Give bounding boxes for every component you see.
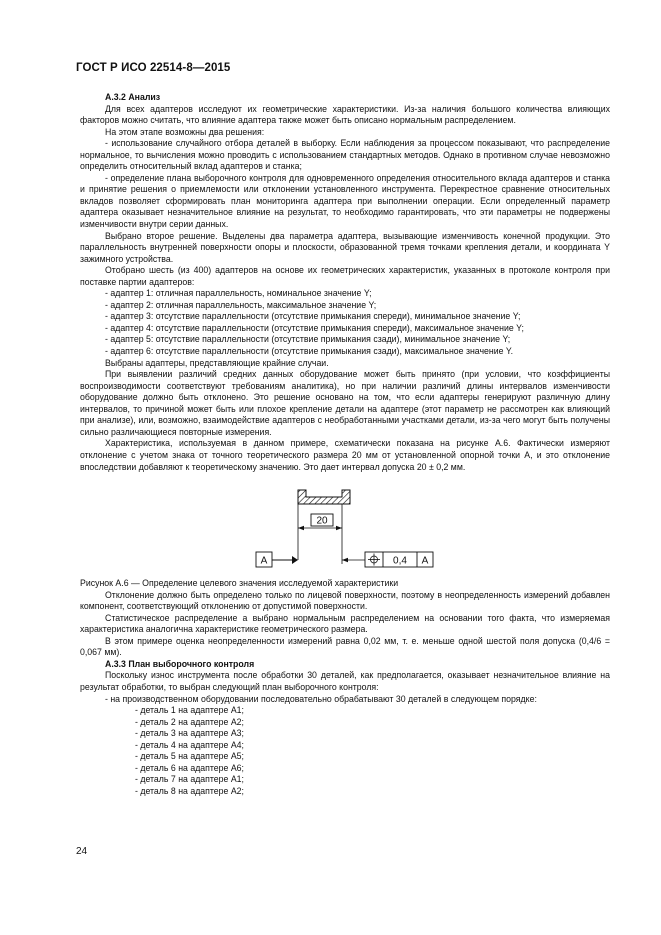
figure-a6 — [80, 478, 610, 578]
frame-datum-label: A — [421, 555, 429, 567]
list-item: - адаптер 6: отсутствие параллельности (отсутствие примыкания сзади), максимальное значение Y. — [105, 346, 514, 357]
paragraph: Выбраны адаптеры, представляющие крайние случаи. — [105, 357, 329, 368]
list-item: - адаптер 5: отсутствие параллельности (отсутствие примыкания сзади), минимальное значение Y; — [105, 334, 511, 345]
part-profile — [298, 490, 350, 504]
paragraph: Выбрано второе решение. Выделены два параметра адаптера, вызывающие изменчивость конечной продукции. Это параллельность внутренней поверхности опоры и плоскости, образованной тремя точками крепления детали, и координата Y зажимного устройства. — [80, 230, 610, 264]
tolerance-drawing — [80, 478, 610, 578]
paragraph: На этом этапе возможны два решения: — [105, 126, 265, 137]
section-heading-a32: А.3.2 Анализ — [105, 92, 161, 102]
list-item: - деталь 5 на адаптере А5; — [135, 751, 244, 762]
paragraph: Для всех адаптеров исследуют их геометрические характеристики. Из-за наличия большого количества влияющих факторов можно считать, что влияние адаптера также может быть описано нормальным распределением. — [80, 103, 610, 126]
page-content — [80, 92, 610, 797]
paragraph: Отобрано шесть (из 400) адаптеров на основе их геометрических характеристик, указанных в протоколе контроля при поставке партии адаптеров: — [80, 265, 610, 287]
paragraph: - использование случайного отбора деталей в выборку. Если наблюдения за процессом показывают, что распределение нормальное, то вычисления можно проводить с использованием стандартных методов. Однако в противном случае невозможно определить относительный вклад адаптеров и станка; — [80, 138, 610, 172]
page-number: 24 — [76, 846, 88, 857]
list-item: - деталь 7 на адаптере А1; — [135, 774, 244, 785]
list-item: - деталь 4 на адаптере А4; — [135, 739, 244, 750]
basic-dimension-value: 20 — [316, 515, 328, 527]
paragraph: При выявлении различий средних данных оборудование может быть принято (при условии, что коэффициенты воспроизводимости соответствуют требованиям аналитика), но при наличии различий длины интервалов изменчивости оборудование должно быть отклонено. Это решение основано на том, что если адаптеры генерируют различную длину интервалов, то причиной может быть или плохое крепление детали на адаптере (этот параметр не рассмотрен как влияющий при анализе), или, возможно, взаимодействие адаптеров с необработанными участками детали, из-за чего могут быть получены сильно различающиеся повторные измерения. — [80, 369, 610, 437]
paragraph: Статистическое распределение а выбрано нормальным распределением на основании того факта, что измеряемая характеристика аналогична характеристике геометрического размера. — [80, 612, 610, 635]
paragraph: Характеристика, используемая в данном примере, схематически показана на рисунке А.6. Фактически измеряют отклонение с учетом знака от точного теоретического размера 20 мм от установленной опорной точки А, и это отклонение впоследствии добавляют к теоретическому значению. Это дает интервал допуска 20 ± 0,2 мм. — [80, 438, 610, 472]
list-item: - деталь 8 на адаптере А2; — [135, 785, 244, 796]
paragraph: Отклонение должно быть определено только по лицевой поверхности, поэтому в неопределенность измерений добавлен компонент, соответствующий отклонению от допустимой поверхности. — [80, 589, 610, 612]
list-item: - деталь 3 на адаптере А3; — [135, 728, 244, 739]
list-item: - деталь 6 на адаптере А6; — [135, 762, 244, 773]
list-item: - адаптер 1: отличная параллельность, номинальное значение Y; — [105, 288, 372, 299]
paragraph: Поскольку износ инструмента после обработки 30 деталей, как предполагается, оказывает незначительное влияние на результат обработки, то выбран следующий план выборочного контроля: — [80, 670, 610, 692]
list-item: - адаптер 2: отличная параллельность, максимальное значение Y; — [105, 299, 377, 310]
document-header: ГОСТ Р ИСО 22514-8—2015 — [76, 62, 231, 74]
datum-label: A — [260, 555, 268, 567]
list-item: - деталь 2 на адаптере А2; — [135, 716, 244, 727]
list-item: - адаптер 3: отсутствие параллельности (отсутствие примыкания спереди), минимальное значение Y; — [105, 311, 521, 322]
datum-triangle — [292, 556, 298, 564]
tolerance-value: 0,4 — [393, 555, 407, 567]
list-item: - адаптер 4: отсутствие параллельности (отсутствие примыкания спереди), максимальное значение Y; — [105, 322, 524, 333]
paragraph: - определение плана выборочного контроля для одновременного определения относительного вклада адаптеров и станка и принятие решения о приемлемости или отклонении установленного инструмента. Перекрестное сравнение относительных вкладов позволяет сформировать план мониторинга адаптера при выполнении операции. Если определенный параметр адаптера оказывает незначительное влияние на результат, то необходимо гарантировать, что эти параметры не подвержены изменчивости внутри серии данных. — [80, 172, 610, 230]
section-heading-a33: А.3.3 План выборочного контроля — [105, 658, 255, 669]
list-item: - деталь 1 на адаптере А1; — [135, 705, 244, 716]
figure-caption: Рисунок А.6 — Определение целевого значения исследуемой характеристики — [80, 578, 399, 589]
paragraph: - на производственном оборудовании последовательно обрабатывают 30 деталей в следующем порядке: — [105, 693, 537, 704]
paragraph: В этом примере оценка неопределенности измерений равна 0,02 мм, т. е. меньше одной шестой поля допуска (0,4/6 = 0,067 мм). — [80, 635, 610, 658]
